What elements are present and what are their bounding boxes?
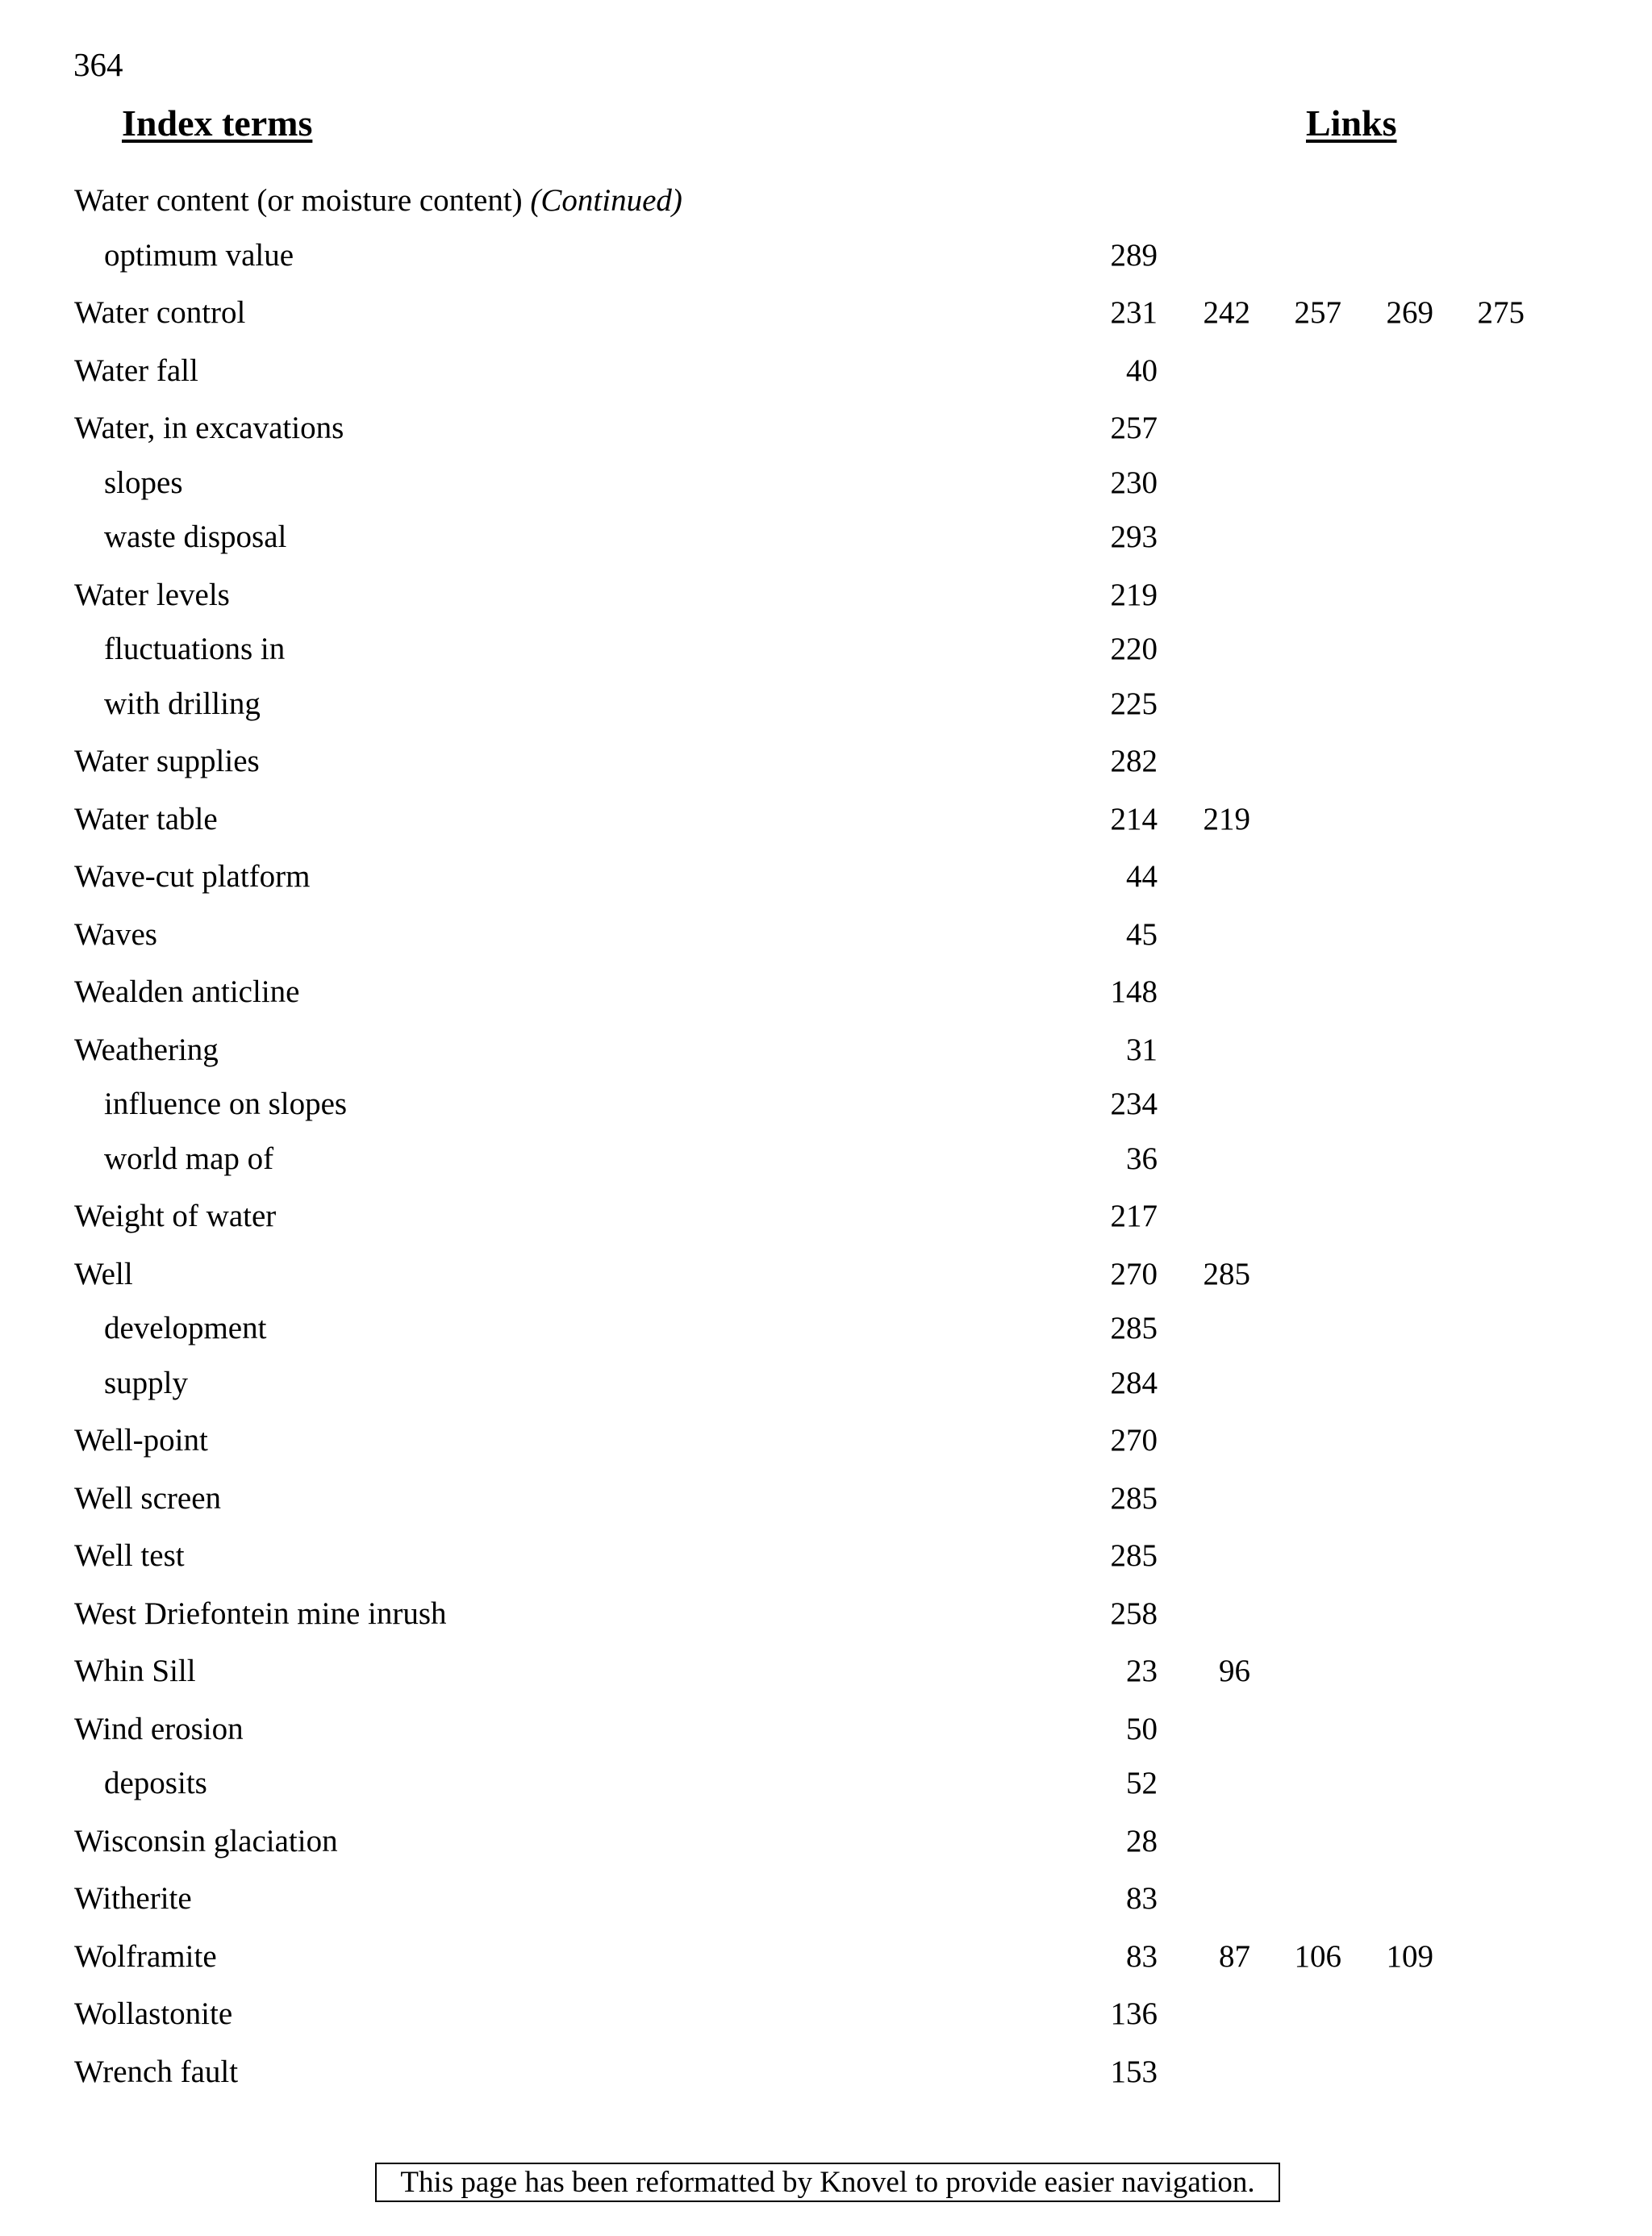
index-entry — [0, 1709, 1652, 1750]
page-link[interactable]: 270 — [1110, 1257, 1158, 1291]
page-link[interactable]: 28 — [1126, 1824, 1158, 1858]
index-term — [74, 1821, 338, 1862]
index-term — [74, 1594, 447, 1634]
index-term — [74, 2052, 238, 2092]
index-entry — [0, 408, 1652, 448]
index-entry — [0, 1139, 1652, 1179]
page-link[interactable]: 231 — [1110, 295, 1158, 330]
page-link[interactable]: 285 — [1110, 1481, 1158, 1516]
page-number: 364 — [73, 46, 123, 83]
index-entry — [0, 236, 1652, 276]
page-link[interactable]: 45 — [1126, 917, 1158, 952]
index-term — [74, 1994, 232, 2034]
index-subterm — [104, 1084, 347, 1124]
term-text: Well — [74, 1257, 133, 1291]
page-link[interactable]: 50 — [1126, 1712, 1158, 1746]
continued-label: (Continued) — [530, 183, 682, 218]
page-link[interactable]: 285 — [1110, 1538, 1158, 1573]
links-header: Links — [1306, 102, 1397, 144]
index-entry — [0, 1254, 1652, 1295]
index-entry — [0, 1084, 1652, 1124]
index-term — [74, 181, 682, 221]
page-link[interactable]: 31 — [1126, 1032, 1158, 1067]
index-entry — [0, 517, 1652, 557]
term-text: Wisconsin glaciation — [74, 1824, 338, 1858]
page-link[interactable]: 40 — [1126, 353, 1158, 388]
page-link[interactable]: 96 — [1219, 1654, 1250, 1688]
index-subterm — [104, 236, 294, 276]
index-subterm — [104, 1308, 266, 1349]
index-entry — [0, 1420, 1652, 1461]
term-text: fluctuations in — [104, 632, 286, 666]
index-entry — [0, 351, 1652, 391]
index-subterm — [104, 1363, 188, 1404]
index-entry — [0, 1594, 1652, 1634]
page-link[interactable]: 284 — [1110, 1366, 1158, 1400]
term-text: Water, in excavations — [74, 411, 344, 445]
index-term — [74, 1879, 192, 1919]
index-term — [74, 857, 310, 897]
index-term — [74, 575, 230, 615]
index-subterm — [104, 463, 183, 503]
index-entry — [0, 1821, 1652, 1862]
page-link[interactable]: 269 — [1386, 295, 1433, 330]
page-link[interactable]: 258 — [1110, 1596, 1158, 1631]
page-link[interactable]: 220 — [1110, 632, 1158, 666]
index-entry — [0, 293, 1652, 333]
index-entry — [0, 1651, 1652, 1692]
term-text: optimum value — [104, 238, 294, 273]
term-text: Wolframite — [74, 1939, 217, 1974]
page-link[interactable]: 83 — [1126, 1939, 1158, 1974]
term-text: Wrench fault — [74, 2055, 239, 2089]
term-text: deposits — [104, 1766, 207, 1800]
index-entry — [0, 684, 1652, 724]
index-subterm — [104, 517, 286, 557]
index-entry — [0, 1308, 1652, 1349]
index-term — [74, 972, 299, 1012]
index-entry — [0, 799, 1652, 840]
term-text: waste disposal — [104, 519, 287, 554]
index-entry — [0, 629, 1652, 670]
term-text: Waves — [74, 917, 157, 952]
index-entry — [0, 1937, 1652, 1977]
index-entry — [0, 575, 1652, 615]
index-entry — [0, 972, 1652, 1012]
index-entry — [0, 1196, 1652, 1237]
term-text: Water table — [74, 802, 218, 836]
page-link[interactable]: 217 — [1110, 1199, 1158, 1233]
page-link[interactable]: 242 — [1203, 295, 1250, 330]
page-link[interactable]: 225 — [1110, 686, 1158, 721]
page-link[interactable]: 148 — [1110, 974, 1158, 1009]
index-subterm — [104, 629, 285, 670]
term-text: West Driefontein mine inrush — [74, 1596, 447, 1631]
term-text: slopes — [104, 465, 183, 500]
index-entry — [0, 1994, 1652, 2034]
term-text: Weight of water — [74, 1199, 277, 1233]
index-term — [74, 1254, 133, 1295]
term-text: with drilling — [104, 686, 261, 721]
term-text: Water supplies — [74, 744, 260, 778]
index-term — [74, 1030, 219, 1070]
index-entry — [0, 1363, 1652, 1404]
page-link[interactable]: 219 — [1110, 578, 1158, 612]
index-term — [74, 1709, 244, 1750]
index-subterm — [104, 1139, 273, 1179]
term-text: Water content (or moisture content) — [74, 183, 523, 218]
index-subterm — [104, 1763, 207, 1804]
knovel-footer-note: This page has been reformatted by Knovel to provide easier navigation. — [375, 2163, 1280, 2202]
term-text: supply — [104, 1366, 189, 1400]
page-link[interactable]: 257 — [1110, 411, 1158, 445]
index-term — [74, 1536, 185, 1576]
index-term — [74, 915, 157, 955]
page-link[interactable]: 230 — [1110, 465, 1158, 500]
page-link[interactable]: 52 — [1126, 1766, 1158, 1800]
index-term — [74, 293, 245, 333]
term-text: Water fall — [74, 353, 198, 388]
index-term — [74, 408, 344, 448]
page-link[interactable]: 282 — [1110, 744, 1158, 778]
page-link[interactable]: 257 — [1294, 295, 1341, 330]
page-link[interactable]: 285 — [1110, 1311, 1158, 1345]
page-link[interactable]: 23 — [1126, 1654, 1158, 1688]
index-term — [74, 351, 198, 391]
index-subterm — [104, 684, 261, 724]
page-link[interactable]: 109 — [1386, 1939, 1433, 1974]
page-link[interactable]: 289 — [1110, 238, 1158, 273]
page-link[interactable]: 293 — [1110, 519, 1158, 554]
index-entry — [0, 915, 1652, 955]
term-text: Wave-cut platform — [74, 859, 311, 894]
page-link[interactable]: 270 — [1110, 1423, 1158, 1458]
term-text: Weathering — [74, 1032, 219, 1067]
term-text: Whin Sill — [74, 1654, 196, 1688]
page-link[interactable]: 214 — [1110, 802, 1158, 836]
term-text: Well-point — [74, 1423, 208, 1458]
page-link[interactable]: 285 — [1203, 1257, 1250, 1291]
term-text: world map of — [104, 1141, 274, 1176]
index-term — [74, 1479, 221, 1519]
index-term — [74, 1651, 196, 1692]
term-text: influence on slopes — [104, 1087, 348, 1121]
term-text: Water control — [74, 295, 246, 330]
index-entry — [0, 1030, 1652, 1070]
index-entry — [0, 741, 1652, 782]
page-link[interactable]: 44 — [1126, 859, 1158, 894]
index-entry — [0, 463, 1652, 503]
page-link[interactable]: 234 — [1110, 1087, 1158, 1121]
term-text: Well screen — [74, 1481, 222, 1516]
page-link[interactable]: 83 — [1126, 1881, 1158, 1916]
index-entry — [0, 1479, 1652, 1519]
term-text: Wollastonite — [74, 1996, 233, 2031]
page-link[interactable]: 219 — [1203, 802, 1250, 836]
page-link[interactable]: 136 — [1110, 1996, 1158, 2031]
page-link[interactable]: 106 — [1294, 1939, 1341, 1974]
term-text: Witherite — [74, 1881, 192, 1916]
index-terms-header: Index terms — [122, 102, 313, 144]
page-link[interactable]: 87 — [1219, 1939, 1250, 1974]
term-text: development — [104, 1311, 267, 1345]
index-term — [74, 1420, 208, 1461]
index-entry — [0, 1536, 1652, 1576]
index-entry — [0, 2052, 1652, 2092]
index-term — [74, 1937, 217, 1977]
term-text: Wealden anticline — [74, 974, 300, 1009]
index-entry — [0, 1879, 1652, 1919]
page-link[interactable]: 153 — [1110, 2055, 1158, 2089]
index-entry — [0, 1763, 1652, 1804]
index-term — [74, 741, 260, 782]
index-term — [74, 799, 218, 840]
index-entry — [0, 181, 1652, 221]
term-text: Well test — [74, 1538, 185, 1573]
term-text: Water levels — [74, 578, 230, 612]
index-entry — [0, 857, 1652, 897]
page-link[interactable]: 275 — [1477, 295, 1525, 330]
page-link[interactable]: 36 — [1126, 1141, 1158, 1176]
index-term — [74, 1196, 276, 1237]
term-text: Wind erosion — [74, 1712, 244, 1746]
